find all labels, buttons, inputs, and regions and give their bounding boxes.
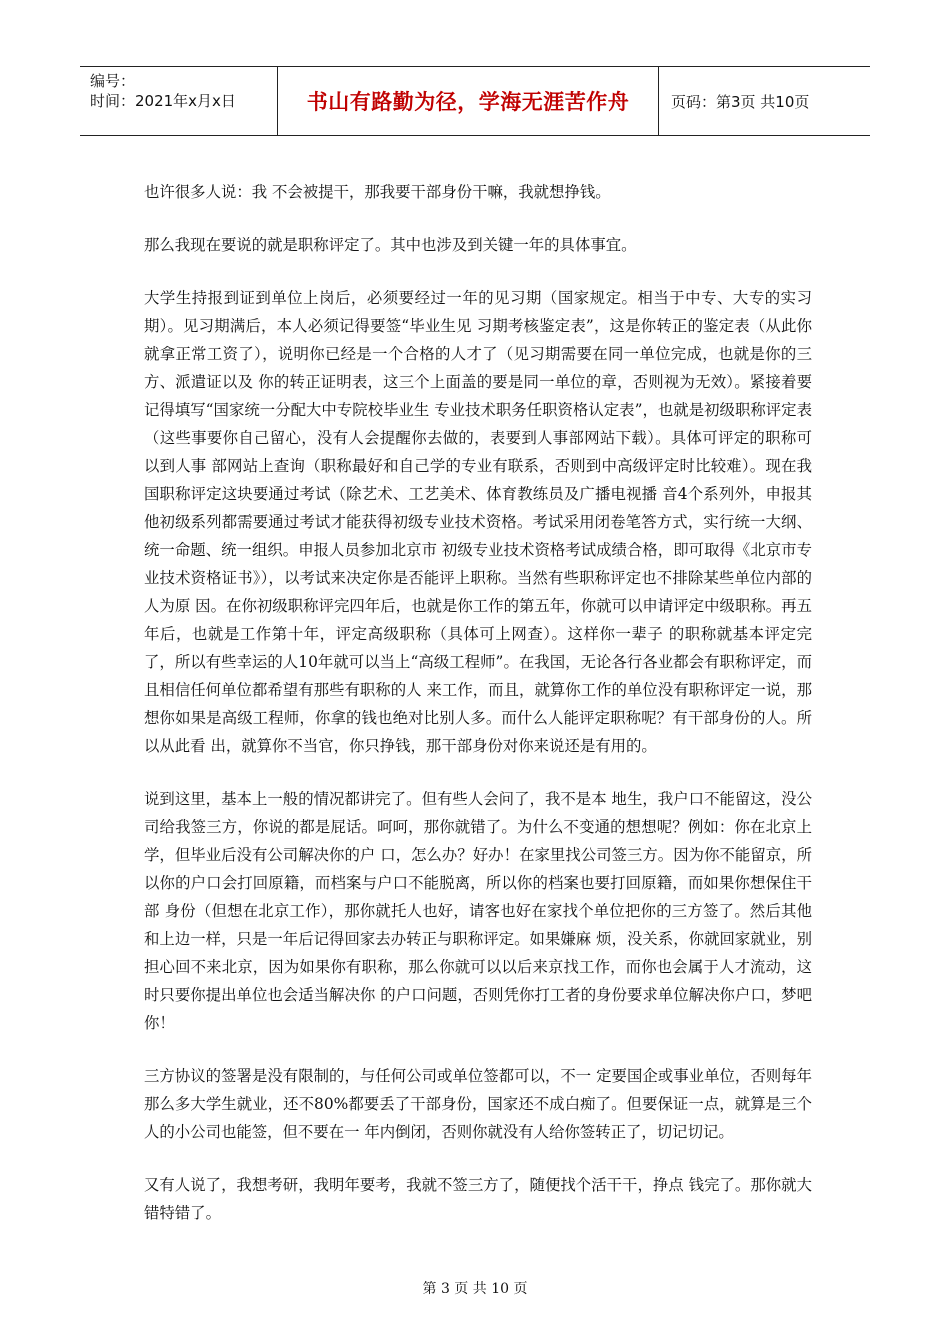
document-time-label: 时间：2021年x月x日 <box>90 92 236 110</box>
document-body <box>144 178 812 1252</box>
paragraph: 那么我现在要说的就是职称评定了。其中也涉及到关键一年的具体事宜。 <box>144 236 637 254</box>
page-header <box>80 66 870 136</box>
paragraph: 三方协议的签署是没有限制的，与任何公司或单位签都可以，不一 定要国企或事业单位，否则每年那么多大学生就业，还不80%都要丢了干部身份，国家还不成白痴了。但要保证一点，就算是三个人的小公司也能签，但不要在一 年内倒闭，否则你就没有人给你签转正了，切记切记。 <box>144 1067 812 1141</box>
document-number-label: 编号： <box>90 72 136 90</box>
paragraph: 又有人说了，我想考研，我明年要考，我就不签三方了，随便找个活干干，挣点 钱完了。那你就大错特错了。 <box>144 1176 812 1222</box>
paragraph: 也许很多人说：我 不会被提干，那我要干部身份干嘛，我就想挣钱。 <box>144 183 611 201</box>
paragraph: 说到这里，基本上一般的情况都讲完了。但有些人会问了，我不是本 地生，我户口不能留这，没公司给我签三方，你说的都是屁话。呵呵，那你就错了。为什么不变通的想想呢？例如：你在北京上学，但毕业后没有公司解决你的户 口，怎么办？好办！在家里找公司签三方。因为你不能留京，所以你的户口会打回原籍，而档案与户口不能脱离，所以你的档案也要打回原籍，而如果你想保住干部 身份（但想在北京工作），那你就托人也好，请客也好在家找个单位把你的三方签了。然后其他和上边一样，只是一年后记得回家去办转正与职称评定。如果嫌麻 烦，没关系，你就回家就业，别担心回不来北京，因为如果你有职称，那么你就可以以后来京找工作，而你也会属于人才流动，这时只要你提出单位也会适当解决你 的户口问题，否则凭你打工者的身份要求单位解决你户口，梦吧你！ <box>144 790 812 1032</box>
header-page-info: 页码：第3页 共10页 <box>671 92 810 111</box>
page-footer: 第 3 页 共 10 页 <box>422 1281 528 1297</box>
header-motto: 书山有路勤为径，学海无涯苦作舟 <box>278 67 659 135</box>
header-meta <box>80 67 278 135</box>
paragraph: 大学生持报到证到单位上岗后，必须要经过一年的见习期（国家规定。相当于中专、大专的实习期）。见习期满后，本人必须记得要签“毕业生见 习期考核鉴定表”，这是你转正的鉴定表（从此你就拿正常工资了），说明你已经是一个合格的人才了（见习期需要在同一单位完成，也就是你的三方、派遣证以及 你的转正证明表，这三个上面盖的要是同一单位的章，否则视为无效）。紧接着要记得填写“国家统一分配大中专院校毕业生 专业技术职务任职资格认定表”，也就是初级职称评定表（这些事要你自己留心，没有人会提醒你去做的，表要到人事部网站下载）。具体可评定的职称可以到人事 部网站上查询（职称最好和自己学的专业有联系，否则到中高级评定时比较难）。现在我国职称评定这块要通过考试（除艺术、工艺美术、体育教练员及广播电视播 音4个系列外，申报其他初级系列都需要通过考试才能获得初级专业技术资格。考试采用闭卷笔答方式，实行统一大纲、统一命题、统一组织。申报人员参加北京市 初级专业技术资格考试成绩合格，即可取得《北京市专业技术资格证书》），以考试来决定你是否能评上职称。当然有些职称评定也不排除某些单位内部的人为原 因。在你初级职称评完四年后，也就是你工作的第五年，你就可以申请评定中级职称。再五年后，也就是工作第十年，评定高级职称（具体可上网查）。这样你一辈子 的职称就基本评定完了，所以有些幸运的人10年就可以当上“高级工程师”。在我国，无论各行各业都会有职称评定，而且相信任何单位都希望有那些有职称的人 来工作，而且，就算你工作的单位没有职称评定一说，那想你如果是高级工程师，你拿的钱也绝对比别人多。而什么人能评定职称呢？有干部身份的人。所以从此看 出，就算你不当官，你只挣钱，那干部身份对你来说还是有用的。 <box>144 289 812 755</box>
